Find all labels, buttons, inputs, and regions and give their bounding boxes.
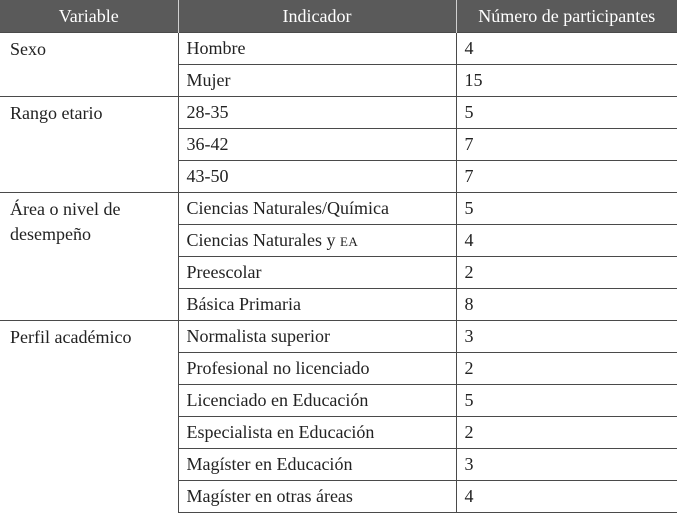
indicador-cell: Magíster en otras áreas bbox=[178, 481, 456, 513]
indicador-cell: Ciencias Naturales/Química bbox=[178, 193, 456, 225]
indicador-cell: 36-42 bbox=[178, 129, 456, 161]
indicador-cell: Mujer bbox=[178, 65, 456, 97]
numero-cell: 2 bbox=[456, 417, 677, 449]
header-indicador: Indicador bbox=[178, 0, 456, 33]
numero-cell: 7 bbox=[456, 129, 677, 161]
numero-cell: 4 bbox=[456, 33, 677, 65]
variable-cell: Rango etario bbox=[0, 97, 178, 193]
indicador-text: Ciencias Naturales y bbox=[186, 230, 336, 250]
header-variable: Variable bbox=[0, 0, 178, 33]
header-numero: Número de participantes bbox=[456, 0, 677, 33]
numero-cell: 8 bbox=[456, 289, 677, 321]
indicador-cell: Normalista superior bbox=[178, 321, 456, 353]
table-row bbox=[0, 33, 677, 65]
numero-cell: 7 bbox=[456, 161, 677, 193]
indicador-cell: Especialista en Educación bbox=[178, 417, 456, 449]
indicador-cell: Preescolar bbox=[178, 257, 456, 289]
indicador-cell bbox=[178, 225, 456, 257]
numero-cell: 5 bbox=[456, 385, 677, 417]
indicador-cell: Básica Primaria bbox=[178, 289, 456, 321]
indicador-suffix: EA bbox=[339, 234, 359, 249]
numero-cell: 3 bbox=[456, 449, 677, 481]
numero-cell: 5 bbox=[456, 97, 677, 129]
table-row bbox=[0, 97, 677, 129]
header-row bbox=[0, 0, 677, 33]
table-row bbox=[0, 193, 677, 225]
indicador-cell: Profesional no licenciado bbox=[178, 353, 456, 385]
variable-cell: Área o nivel de desempeño bbox=[0, 193, 178, 321]
numero-cell: 4 bbox=[456, 225, 677, 257]
numero-cell: 4 bbox=[456, 481, 677, 513]
indicador-cell: Magíster en Educación bbox=[178, 449, 456, 481]
indicador-cell: 43-50 bbox=[178, 161, 456, 193]
indicador-cell: Hombre bbox=[178, 33, 456, 65]
indicador-cell: 28-35 bbox=[178, 97, 456, 129]
indicador-cell: Licenciado en Educación bbox=[178, 385, 456, 417]
numero-cell: 2 bbox=[456, 353, 677, 385]
numero-cell: 5 bbox=[456, 193, 677, 225]
table-row bbox=[0, 321, 677, 353]
variable-cell: Sexo bbox=[0, 33, 178, 97]
numero-cell: 15 bbox=[456, 65, 677, 97]
numero-cell: 2 bbox=[456, 257, 677, 289]
numero-cell: 3 bbox=[456, 321, 677, 353]
variable-cell: Perfil académico bbox=[0, 321, 178, 513]
